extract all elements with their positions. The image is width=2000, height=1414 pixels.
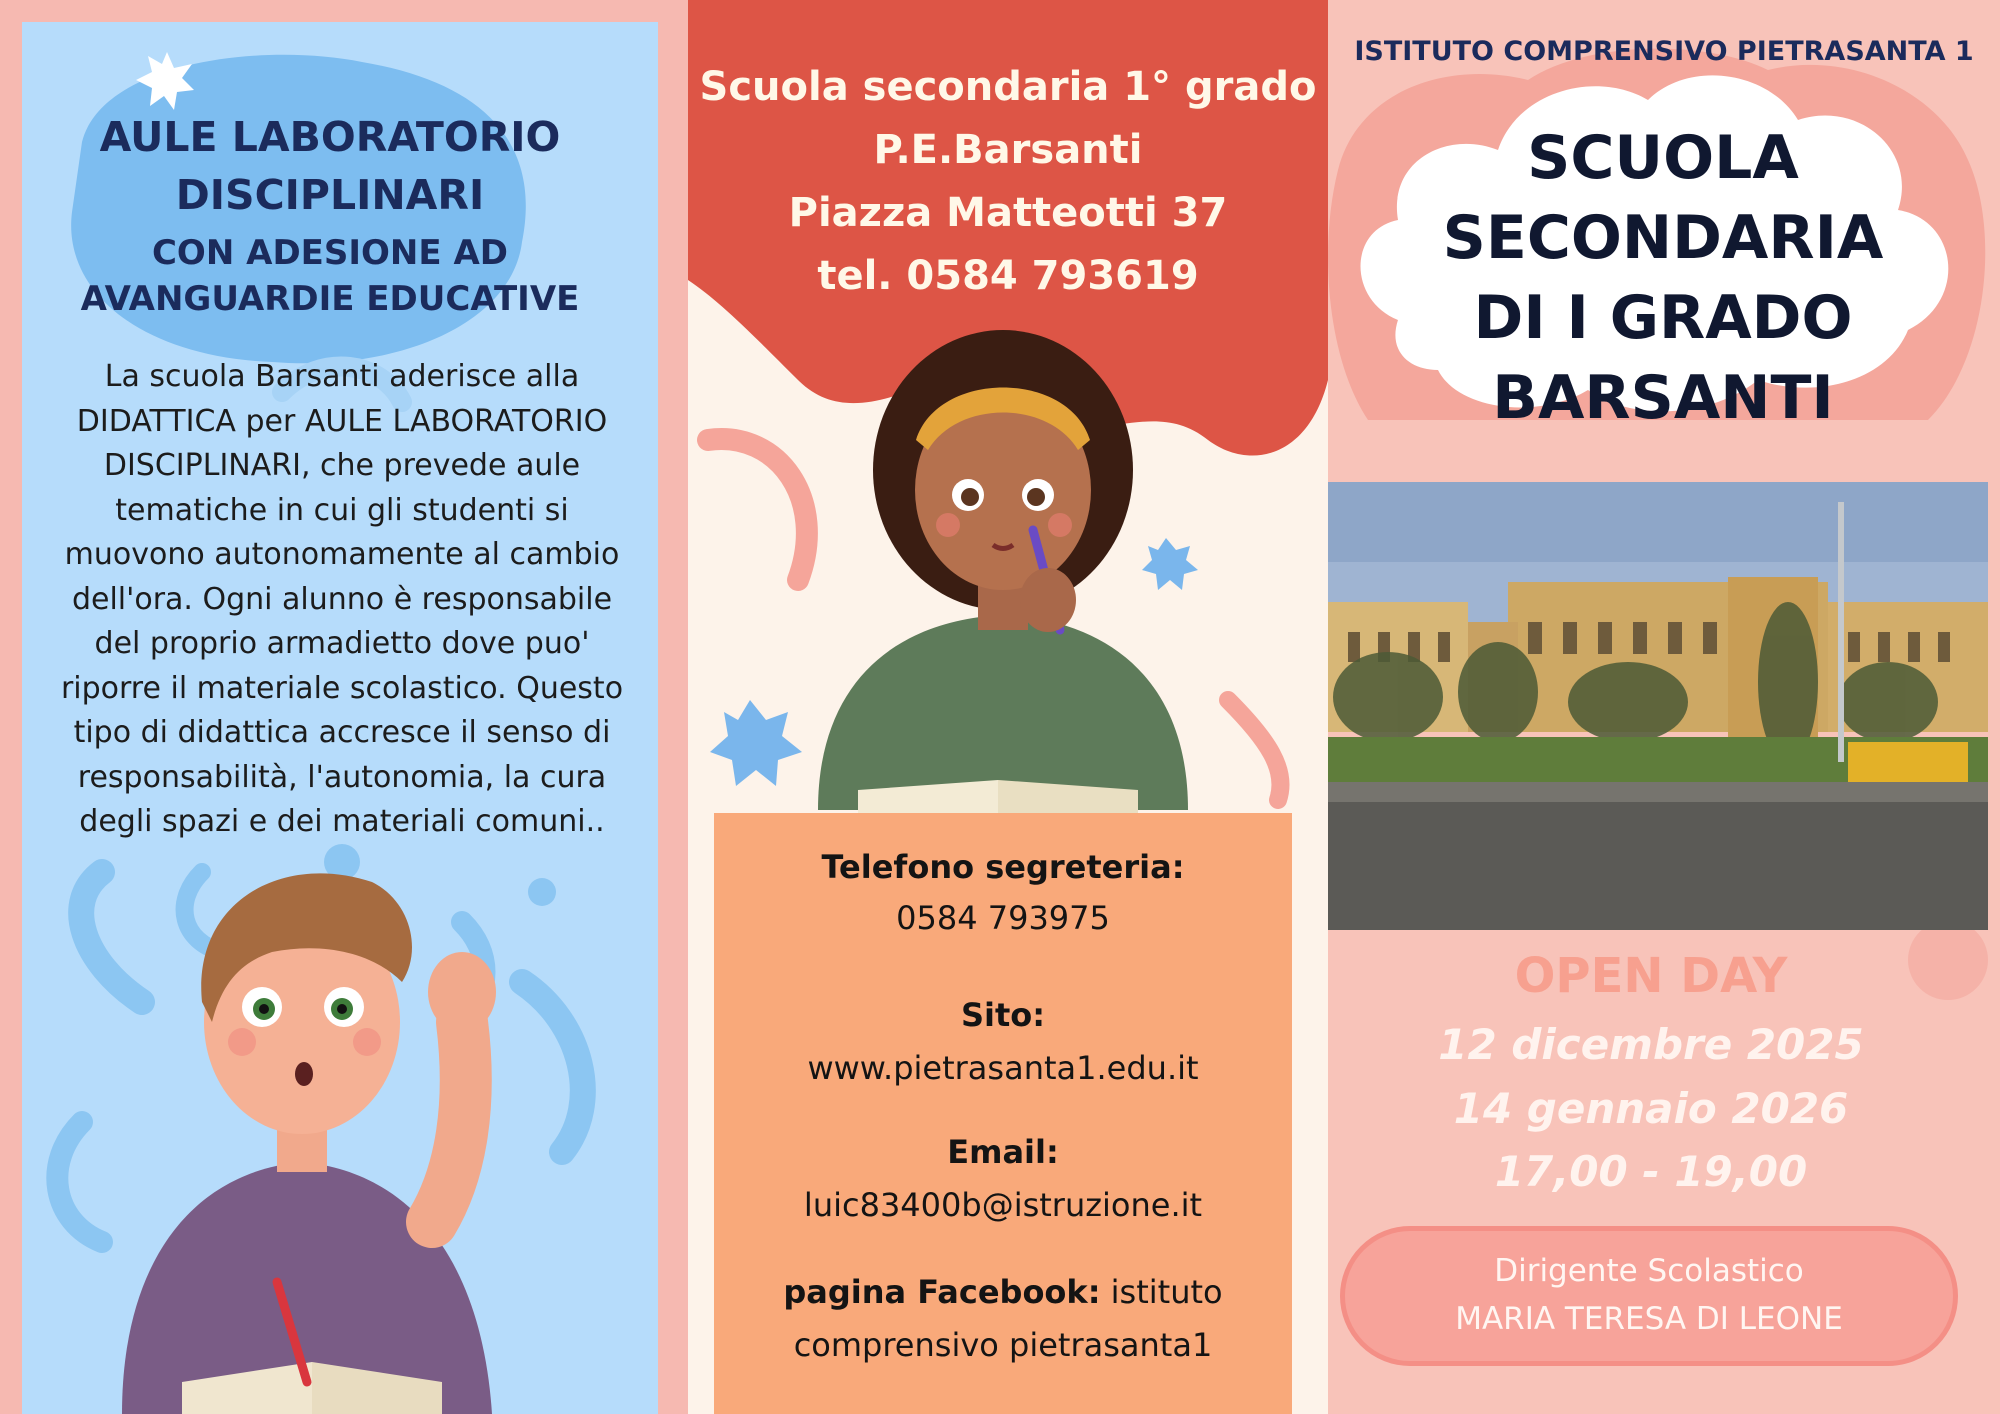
phone-value: 0584 793975: [896, 899, 1110, 937]
phone-number: tel. 0584 793619: [817, 253, 1199, 299]
body-line: DISCIPLINARI, che prevede aule: [103, 448, 581, 483]
facebook-label: pagina Facebook:: [783, 1273, 1101, 1311]
left-subtitle-line2: AVANGUARDIE EDUCATIVE: [80, 279, 580, 319]
left-subtitle: [80, 230, 580, 322]
left-subtitle-line1: CON ADESIONE AD: [151, 233, 508, 273]
open-day-time: 17,00 - 19,00: [1494, 1147, 1808, 1196]
body-line: riporre il materiale scolastico. Questo: [60, 670, 624, 706]
body-line: degli spazi e dei materiali comuni..: [79, 804, 605, 839]
body-line: tipo di didattica accresce il senso di: [73, 715, 611, 750]
open-day-date-1: 12 dicembre 2025: [1438, 1020, 1864, 1069]
body-line: DIDATTICA per AULE LABORATORIO: [76, 403, 608, 439]
left-title: [80, 108, 580, 224]
address-line: Piazza Matteotti 37: [788, 190, 1228, 236]
school-title: [1408, 118, 1918, 438]
school-address-block: [688, 56, 1328, 308]
email-label: Email:: [947, 1133, 1059, 1171]
open-day-date-2: 14 gennaio 2026: [1453, 1084, 1849, 1133]
contact-box: [714, 813, 1292, 1414]
body-line: del proprio armadietto dove puo': [94, 626, 590, 661]
body-line: muovono autonomamente al cambio: [64, 537, 620, 572]
student-girl-illustration: [798, 330, 1218, 820]
email-link[interactable]: luic83400b@istruzione.it: [803, 1186, 1203, 1224]
student-boy-illustration: [82, 842, 622, 1414]
title-line: BARSANTI: [1492, 363, 1834, 433]
left-title-line1: AULE LABORATORIO: [99, 113, 561, 161]
address-line: P.E.Barsanti: [873, 127, 1143, 173]
body-line: dell'ora. Ogni alunno è responsabile: [71, 581, 613, 617]
title-line: SECONDARIA: [1442, 203, 1884, 273]
title-line: DI I GRADO: [1473, 283, 1853, 353]
principal-box: [1340, 1226, 1958, 1366]
phone-label: Telefono segreteria:: [821, 848, 1185, 886]
body-line: La scuola Barsanti aderisce alla: [104, 359, 580, 394]
facebook-value[interactable]: istituto: [1110, 1273, 1223, 1311]
title-line: SCUOLA: [1527, 123, 1799, 193]
principal-role: Dirigente Scolastico: [1494, 1253, 1804, 1289]
left-title-line2: DISCIPLINARI: [175, 171, 485, 219]
principal-name: MARIA TERESA DI LEONE: [1455, 1301, 1843, 1337]
left-body-text: [36, 355, 648, 845]
site-label: Sito:: [960, 996, 1046, 1034]
address-line: Scuola secondaria 1° grado: [699, 64, 1317, 110]
body-line: tematiche in cui gli studenti si: [115, 492, 569, 528]
school-building-photo: [1328, 482, 1988, 930]
open-day-title: OPEN DAY: [1514, 948, 1788, 1004]
facebook-value-cont[interactable]: comprensivo pietrasanta1: [793, 1326, 1213, 1364]
facebook-line: [714, 1273, 1292, 1311]
site-link[interactable]: www.pietrasanta1.edu.it: [807, 1049, 1199, 1087]
institute-header: ISTITUTO COMPRENSIVO PIETRASANTA 1: [1354, 36, 1974, 67]
body-line: responsabilità, l'autonomia, la cura: [77, 759, 607, 795]
